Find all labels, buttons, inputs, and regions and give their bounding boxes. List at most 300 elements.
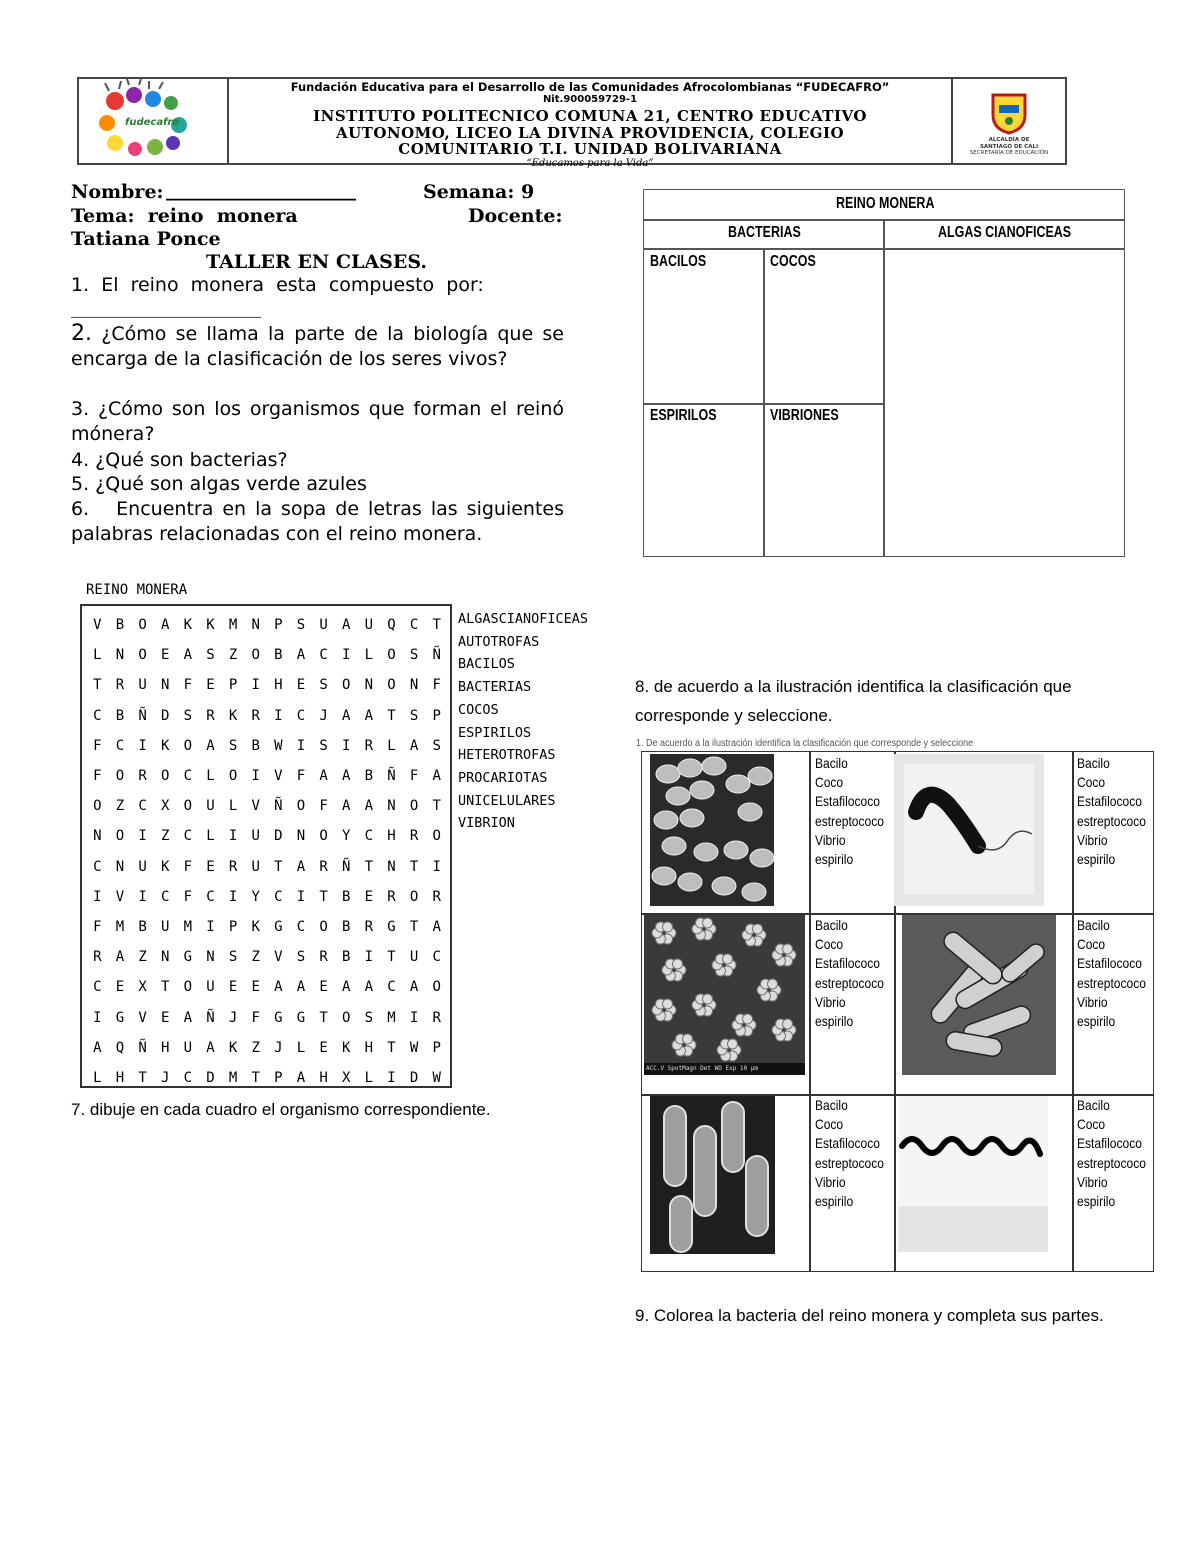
option-espirilo[interactable]: espirilo (815, 1013, 854, 1030)
option-estafilococo[interactable]: Estafilococo (1077, 955, 1142, 972)
option-bacilo[interactable]: Bacilo (815, 917, 848, 933)
word-search-letter[interactable]: N (364, 677, 374, 694)
option-estafilococo[interactable]: Estafilococo (815, 955, 880, 972)
word-search-letter[interactable]: L (206, 768, 215, 785)
word-search-letter[interactable]: E (228, 979, 238, 996)
word-search-letter[interactable]: C (296, 918, 306, 935)
word-search-letter[interactable]: R (319, 858, 328, 875)
word-search-letter[interactable]: A (115, 949, 125, 966)
word-search-letter[interactable]: O (409, 798, 419, 815)
word-search-letter[interactable]: S (319, 677, 328, 694)
word-search-letter[interactable]: C (138, 798, 147, 815)
word-search-letter[interactable]: R (364, 918, 374, 935)
word-search-letter[interactable]: R (251, 707, 260, 724)
word-search-letter[interactable]: P (228, 918, 238, 935)
word-search-letter[interactable]: J (228, 1009, 238, 1026)
word-search-letter[interactable]: X (138, 979, 147, 996)
word-search-letter[interactable]: K (228, 1039, 238, 1056)
word-search-letter[interactable]: D (206, 1069, 215, 1086)
word-search-letter[interactable]: Q (387, 617, 396, 634)
word-search-letter[interactable]: N (387, 798, 396, 815)
word-search-letter[interactable]: V (93, 617, 102, 634)
word-search-letter[interactable]: W (274, 737, 283, 754)
option-estafilococo[interactable]: Estafilococo (815, 1135, 880, 1152)
word-search-letter[interactable]: U (364, 617, 374, 634)
word-search-letter[interactable]: O (341, 1009, 351, 1026)
word-search-letter[interactable]: O (341, 677, 351, 694)
word-search-letter[interactable]: S (409, 707, 419, 724)
option-bacilo[interactable]: Bacilo (1077, 755, 1110, 771)
word-search-letter[interactable]: B (138, 918, 147, 935)
word-search-letter[interactable]: L (93, 647, 102, 664)
option-vibrio[interactable]: Vibrio (815, 1173, 846, 1190)
word-search-letter[interactable]: I (387, 1069, 396, 1086)
word-search-letter[interactable]: I (138, 888, 147, 905)
option-bacilo[interactable]: Bacilo (815, 755, 848, 771)
word-search-letter[interactable]: N (409, 677, 419, 694)
word-search-letter[interactable]: I (341, 737, 351, 754)
word-search-letter[interactable]: P (274, 1069, 283, 1086)
word-search-letter[interactable]: A (183, 1009, 193, 1026)
word-search-letter[interactable]: A (296, 858, 306, 875)
word-search-letter[interactable]: Y (341, 828, 351, 845)
word-search-letter[interactable]: T (160, 979, 170, 996)
word-search-letter[interactable]: C (93, 858, 102, 875)
option-vibrio[interactable]: Vibrio (1077, 1173, 1108, 1190)
word-search-letter[interactable]: W (432, 1069, 441, 1086)
option-vibrio[interactable]: Vibrio (1077, 831, 1108, 848)
word-search-letter[interactable]: G (296, 1009, 306, 1026)
word-search-letter[interactable]: A (364, 979, 374, 996)
word-search-letter[interactable]: C (160, 888, 170, 905)
word-search-letter[interactable]: E (364, 888, 374, 905)
word-search-letter[interactable]: Z (228, 647, 238, 664)
word-search-letter[interactable]: I (364, 949, 374, 966)
word-search-letter[interactable]: S (228, 737, 238, 754)
word-search-letter[interactable]: T (93, 677, 102, 694)
word-search-letter[interactable]: A (364, 707, 374, 724)
word-search-letter[interactable]: O (115, 768, 125, 785)
option-coco[interactable]: Coco (1077, 774, 1106, 791)
word-search-letter[interactable]: H (364, 1039, 374, 1056)
word-search-letter[interactable]: I (251, 677, 260, 694)
word-search-letter[interactable]: I (228, 888, 238, 905)
word-search-letter[interactable]: O (138, 647, 147, 664)
word-search-letter[interactable]: C (183, 768, 193, 785)
word-search-letter[interactable]: R (228, 858, 238, 875)
word-search-letter[interactable]: E (206, 677, 215, 694)
option-coco[interactable]: Coco (1077, 1116, 1106, 1133)
word-search-letter[interactable]: A (296, 647, 306, 664)
word-search-letter[interactable]: A (319, 768, 328, 785)
word-search-letter[interactable]: C (387, 979, 396, 996)
option-vibrio[interactable]: Vibrio (815, 993, 846, 1010)
word-search-letter[interactable]: J (160, 1069, 170, 1086)
word-search-letter[interactable]: R (387, 888, 396, 905)
word-search-letter[interactable]: I (93, 888, 102, 905)
word-search-letter[interactable]: B (341, 949, 351, 966)
word-search-letter[interactable]: N (251, 617, 260, 634)
word-search-letter[interactable]: J (319, 707, 328, 724)
word-search-letter[interactable]: C (206, 888, 215, 905)
word-search-letter[interactable]: O (409, 888, 419, 905)
word-search-letter[interactable]: A (206, 737, 215, 754)
word-search-letter[interactable]: A (296, 1069, 306, 1086)
word-search-letter[interactable]: I (138, 828, 147, 845)
word-search-letter[interactable]: K (228, 707, 238, 724)
word-search-letter[interactable]: L (93, 1069, 102, 1086)
word-search-letter[interactable]: R (93, 949, 102, 966)
word-search-letter[interactable]: O (115, 828, 125, 845)
word-search-letter[interactable]: I (251, 768, 260, 785)
word-search-letter[interactable]: N (387, 858, 396, 875)
word-search-letter[interactable]: T (387, 949, 396, 966)
word-search-letter[interactable]: A (432, 918, 441, 935)
word-search-letter[interactable]: D (409, 1069, 419, 1086)
option-espirilo[interactable]: espirilo (815, 1193, 854, 1210)
word-search-letter[interactable]: T (274, 858, 283, 875)
word-search-letter[interactable]: E (115, 979, 125, 996)
word-search-letter[interactable]: T (387, 707, 396, 724)
word-search-letter[interactable]: V (274, 768, 283, 785)
word-search-letter[interactable]: G (274, 918, 283, 935)
word-search-letter[interactable]: A (274, 979, 283, 996)
word-search-letter[interactable]: E (251, 979, 260, 996)
option-estreptococo[interactable]: estreptococo (1077, 1154, 1146, 1171)
word-search-letter[interactable]: R (319, 949, 328, 966)
word-search-letter[interactable]: C (319, 647, 328, 664)
word-search-letter[interactable]: M (228, 617, 238, 634)
word-search-letter[interactable]: N (160, 677, 170, 694)
word-search-letter[interactable]: D (160, 707, 170, 724)
word-search-letter[interactable]: Ñ (274, 798, 283, 815)
word-search-letter[interactable]: N (115, 647, 125, 664)
word-search-letter[interactable]: R (206, 707, 215, 724)
option-estafilococo[interactable]: Estafilococo (1077, 1135, 1142, 1152)
word-search-letter[interactable]: H (115, 1069, 125, 1086)
word-search-letter[interactable]: B (274, 647, 283, 664)
option-espirilo[interactable]: espirilo (1077, 851, 1116, 868)
word-search-letter[interactable]: X (160, 798, 170, 815)
word-search-letter[interactable]: Ñ (387, 768, 396, 785)
word-search-letter[interactable]: T (319, 1009, 328, 1026)
word-search-letter[interactable]: O (387, 647, 396, 664)
word-search-letter[interactable]: A (364, 798, 374, 815)
word-search-letter[interactable]: B (341, 918, 351, 935)
word-search-letter[interactable]: R (409, 828, 419, 845)
word-search-letter[interactable]: R (115, 677, 125, 694)
word-search-letter[interactable]: A (341, 617, 351, 634)
word-search-letter[interactable]: A (341, 707, 351, 724)
option-espirilo[interactable]: espirilo (1077, 1013, 1116, 1030)
word-search-letter[interactable]: C (432, 949, 441, 966)
word-search-letter[interactable]: F (183, 858, 193, 875)
option-estreptococo[interactable]: estreptococo (815, 1154, 884, 1171)
word-search-letter[interactable]: C (183, 1069, 193, 1086)
option-espirilo[interactable]: espirilo (1077, 1193, 1116, 1210)
word-search-letter[interactable]: I (138, 737, 147, 754)
word-search-letter[interactable]: U (409, 949, 419, 966)
word-search-letter[interactable]: E (319, 979, 328, 996)
word-search-letter[interactable]: H (274, 677, 283, 694)
word-search-letter[interactable]: A (432, 768, 441, 785)
word-search-letter[interactable]: A (341, 768, 351, 785)
word-search-letter[interactable]: U (319, 617, 328, 634)
word-search-letter[interactable]: V (274, 949, 283, 966)
word-search-letter[interactable]: Ñ (138, 1039, 147, 1056)
word-search-letter[interactable]: F (319, 798, 328, 815)
word-search-letter[interactable]: C (409, 617, 419, 634)
word-search-letter[interactable]: F (93, 918, 102, 935)
word-search-letter[interactable]: O (138, 617, 147, 634)
word-search-letter[interactable]: Z (251, 949, 260, 966)
word-search-letter[interactable]: Ñ (138, 707, 147, 724)
word-search-letter[interactable]: N (206, 949, 215, 966)
word-search-letter[interactable]: Z (251, 1039, 260, 1056)
option-bacilo[interactable]: Bacilo (815, 1097, 848, 1113)
cell-espirilos[interactable]: ESPIRILOS (650, 407, 717, 424)
word-search-letter[interactable]: U (183, 1039, 193, 1056)
option-bacilo[interactable]: Bacilo (1077, 1097, 1110, 1113)
word-search-letter[interactable]: V (251, 798, 260, 815)
word-search-letter[interactable]: V (138, 1009, 147, 1026)
word-search-letter[interactable]: E (160, 1009, 170, 1026)
option-estreptococo[interactable]: estreptococo (1077, 974, 1146, 991)
option-coco[interactable]: Coco (1077, 936, 1106, 953)
word-search-letter[interactable]: A (341, 798, 351, 815)
nombre-blank[interactable]: ____________________ (166, 179, 356, 201)
word-search-letter[interactable]: U (251, 828, 260, 845)
word-search-letter[interactable]: A (409, 979, 419, 996)
word-search-letter[interactable]: U (206, 979, 215, 996)
word-search-letter[interactable]: O (183, 979, 193, 996)
word-search-letter[interactable]: Z (160, 828, 170, 845)
word-search-letter[interactable]: U (138, 677, 147, 694)
word-search-letter[interactable]: O (160, 768, 170, 785)
word-search-letter[interactable]: B (364, 768, 374, 785)
word-search-letter[interactable]: K (183, 617, 193, 634)
word-search-letter[interactable]: B (115, 707, 125, 724)
word-search-letter[interactable]: F (93, 768, 102, 785)
word-search-letter[interactable]: I (432, 858, 441, 875)
word-search-letter[interactable]: D (274, 828, 283, 845)
word-search-letter[interactable]: O (319, 828, 328, 845)
word-search-letter[interactable]: T (387, 1039, 396, 1056)
word-search-grid[interactable] (80, 604, 452, 1088)
word-search-letter[interactable]: X (341, 1069, 351, 1086)
word-search-row (86, 942, 448, 972)
word-search-letter[interactable]: P (432, 1039, 441, 1056)
word-search-letter[interactable]: J (274, 1039, 283, 1056)
question-1-blank[interactable]: ____________________ (71, 296, 261, 318)
word-search-letter[interactable]: C (183, 828, 193, 845)
word-search-letter[interactable]: O (228, 768, 238, 785)
option-estreptococo[interactable]: estreptococo (815, 812, 884, 829)
word-search-letter[interactable]: M (228, 1069, 238, 1086)
word-search-letter[interactable]: M (115, 918, 125, 935)
word-search-letter[interactable]: L (296, 1039, 306, 1056)
word-search-letter[interactable]: O (93, 798, 102, 815)
word-search-letter[interactable]: U (160, 918, 170, 935)
option-coco[interactable]: Coco (815, 936, 844, 953)
word-search-letter[interactable]: S (228, 949, 238, 966)
word-search-letter[interactable]: B (115, 617, 125, 634)
word-search-letter[interactable]: A (409, 737, 419, 754)
word-search-letter[interactable]: E (296, 677, 306, 694)
word-search-letter[interactable]: L (206, 828, 215, 845)
word-search-letter[interactable]: P (432, 707, 441, 724)
word-search-letter[interactable]: M (387, 1009, 396, 1026)
word-search-letter[interactable]: E (206, 858, 215, 875)
word-search-letter[interactable]: Y (251, 888, 260, 905)
word-search-letter[interactable]: A (93, 1039, 102, 1056)
word-search-letter[interactable]: Ñ (432, 647, 441, 664)
word-search-letter[interactable]: O (183, 737, 193, 754)
word-search-letter[interactable]: O (183, 798, 193, 815)
word-search-letter[interactable]: H (387, 828, 396, 845)
word-search-letter[interactable]: O (251, 647, 260, 664)
word-search-letter[interactable]: F (93, 737, 102, 754)
word-search-letter[interactable]: N (115, 858, 125, 875)
word-search-letter[interactable]: H (160, 1039, 170, 1056)
word-search-letter[interactable]: S (296, 949, 306, 966)
word-search-letter[interactable]: F (183, 888, 193, 905)
word-search-letter[interactable]: S (183, 707, 193, 724)
word-search-letter[interactable]: K (160, 858, 170, 875)
word-search-letter[interactable]: G (387, 918, 396, 935)
word-search-letter[interactable]: U (138, 858, 147, 875)
word-search-letter[interactable]: L (364, 1069, 374, 1086)
word-search-letter[interactable]: S (296, 617, 306, 634)
word-search-letter[interactable]: O (319, 918, 328, 935)
cell-bacilos[interactable]: BACILOS (650, 253, 707, 270)
word-search-letter[interactable]: C (274, 888, 283, 905)
word-search-letter[interactable]: V (115, 888, 125, 905)
word-search-letter[interactable]: I (296, 737, 306, 754)
word-search-letter[interactable]: R (138, 768, 147, 785)
word-search-letter[interactable]: I (341, 647, 351, 664)
word-search-letter[interactable]: G (274, 1009, 283, 1026)
word-search-letter[interactable]: T (319, 888, 328, 905)
option-estreptococo[interactable]: estreptococo (1077, 812, 1146, 829)
word-search-letter[interactable]: O (296, 798, 306, 815)
word-search-letter[interactable]: N (296, 828, 306, 845)
word-search-letter[interactable]: S (364, 1009, 374, 1026)
word-search-letter[interactable]: L (228, 798, 238, 815)
word-search-letter[interactable]: A (296, 979, 306, 996)
option-coco[interactable]: Coco (815, 774, 844, 791)
word-search-letter[interactable]: A (206, 1039, 215, 1056)
word-search-letter[interactable]: I (409, 1009, 419, 1026)
word-search-letter[interactable]: N (160, 949, 170, 966)
word-search-letter[interactable]: P (274, 617, 283, 634)
word-search-letter[interactable]: A (160, 617, 170, 634)
cell-cocos[interactable]: COCOS (770, 253, 816, 270)
word-search-letter[interactable]: L (364, 647, 374, 664)
word-search-letter[interactable]: I (228, 828, 238, 845)
word-search-letter[interactable]: A (183, 647, 193, 664)
word-search-letter[interactable]: Ñ (206, 1009, 215, 1026)
word-search-letter[interactable]: N (93, 828, 102, 845)
word-search-letter[interactable]: I (274, 707, 283, 724)
word-search-letter[interactable]: C (296, 707, 306, 724)
word-search-letter[interactable]: O (387, 677, 396, 694)
word-search-letter[interactable]: Ñ (341, 858, 351, 875)
option-estreptococo[interactable]: estreptococo (815, 974, 884, 991)
word-search-letter[interactable]: E (319, 1039, 328, 1056)
word-search-letter[interactable]: B (251, 737, 260, 754)
word-search-letter[interactable]: S (432, 737, 441, 754)
word-search-letter[interactable]: C (115, 737, 125, 754)
word-search-letter[interactable]: U (206, 798, 215, 815)
word-search-letter[interactable]: K (206, 617, 215, 634)
cell-vibriones[interactable]: VIBRIONES (770, 407, 839, 424)
word-search-letter[interactable]: R (364, 737, 374, 754)
word-search-letter[interactable]: S (206, 647, 215, 664)
word-search-letter[interactable]: A (341, 979, 351, 996)
word-search-letter[interactable]: F (432, 677, 441, 694)
word-search-letter[interactable]: I (296, 888, 306, 905)
word-search-letter[interactable]: T (432, 798, 441, 815)
option-estafilococo[interactable]: Estafilococo (815, 793, 880, 810)
word-search-letter[interactable]: F (251, 1009, 260, 1026)
option-vibrio[interactable]: Vibrio (815, 831, 846, 848)
word-search-letter[interactable]: L (387, 737, 396, 754)
word-search-letter[interactable]: B (341, 888, 351, 905)
word-search-letter[interactable]: R (432, 888, 441, 905)
word-search-letter[interactable]: T (432, 617, 441, 634)
option-coco[interactable]: Coco (815, 1116, 844, 1133)
word-search-letter[interactable]: K (160, 737, 170, 754)
word-search-letter[interactable]: O (432, 828, 441, 845)
word-search-letter[interactable]: F (409, 768, 419, 785)
word-search-letter[interactable]: C (93, 707, 102, 724)
word-search-letter[interactable]: C (93, 979, 102, 996)
word-search-letter[interactable]: T (409, 918, 419, 935)
word-search-letter[interactable]: K (341, 1039, 351, 1056)
word-search-letter[interactable]: Q (115, 1039, 125, 1056)
word-search-letter[interactable]: C (364, 828, 374, 845)
word-search-letter[interactable]: W (409, 1039, 419, 1056)
word-search-letter[interactable]: G (115, 1009, 125, 1026)
word-search-letter[interactable]: M (183, 918, 193, 935)
option-espirilo[interactable]: espirilo (815, 851, 854, 868)
word-search-letter[interactable]: S (409, 647, 419, 664)
word-search-letter[interactable]: G (183, 949, 193, 966)
option-estafilococo[interactable]: Estafilococo (1077, 793, 1142, 810)
word-search-letter[interactable]: E (160, 647, 170, 664)
word-search-letter[interactable]: U (251, 858, 260, 875)
word-search-letter[interactable]: T (409, 858, 419, 875)
word-search-letter[interactable]: F (296, 768, 306, 785)
option-bacilo[interactable]: Bacilo (1077, 917, 1110, 933)
word-search-letter[interactable]: R (432, 1009, 441, 1026)
word-search-letter[interactable]: K (251, 918, 260, 935)
word-search-letter[interactable]: Z (138, 949, 147, 966)
word-search-letter[interactable]: O (432, 979, 441, 996)
word-search-letter[interactable]: F (183, 677, 193, 694)
word-search-letter[interactable]: S (319, 737, 328, 754)
word-search-letter[interactable]: H (319, 1069, 328, 1086)
word-search-letter[interactable]: T (364, 858, 374, 875)
word-search-letter[interactable]: I (206, 918, 215, 935)
option-vibrio[interactable]: Vibrio (1077, 993, 1108, 1010)
word-search-letter[interactable]: P (228, 677, 238, 694)
word-search-letter[interactable]: Z (115, 798, 125, 815)
word-search-letter[interactable]: T (138, 1069, 147, 1086)
word-search-letter[interactable]: T (251, 1069, 260, 1086)
word-search-letter[interactable]: I (93, 1009, 102, 1026)
